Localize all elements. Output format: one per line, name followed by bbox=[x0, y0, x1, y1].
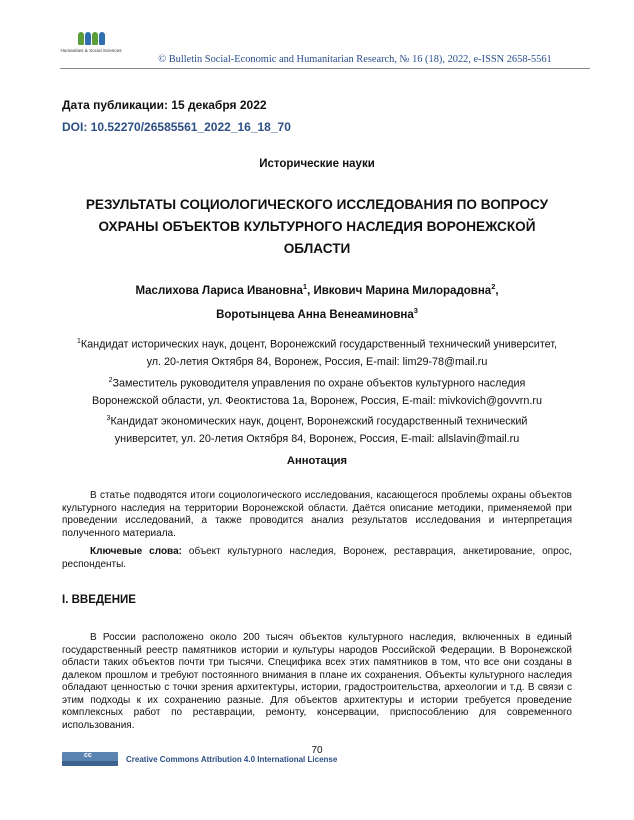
author-name: Ивкович Марина Милорадовна bbox=[313, 284, 492, 297]
keywords-label: Ключевые слова: bbox=[90, 546, 182, 557]
cc-badge-text: cc bbox=[84, 752, 92, 759]
affil-line: Кандидат экономических наук, доцент, Воронежский государственный технический bbox=[110, 415, 528, 428]
intro-heading: I. ВВЕДЕНИЕ bbox=[62, 594, 136, 606]
affil-line: Воронежской области, ул. Феоктистова 1а, Воронеж, Россия, E-mail: mivkovich@govvrn.ru bbox=[92, 394, 542, 407]
section-heading: Исторические науки bbox=[259, 158, 375, 170]
intro-paragraph: В России расположено около 200 тысяч объектов культурного наследия, включенных в единый государственный реестр памятников истории и культуры народов Российской Федерации. В Воронежской области таких объектов почти три тысячи. Специфика всех этих памятников в том, что все они созданы в далеком прошлом и требуют постоянного внимания в плане их сохранения. Объекты культурного наследия обладают ценностью с точки зрения архитектуры, истории, градостроительства, археологии и т.д. В связи с этим подходы к их сохранению разные. Для объектов архитектуры и истории требуется проведение комплексных работ по реставрации, ремонту, консервации, приспособлению для современного использования. bbox=[62, 632, 572, 731]
affiliations bbox=[62, 333, 572, 449]
affil-line: Кандидат исторических наук, доцент, Воронежский государственный технический университет, bbox=[80, 338, 558, 351]
author-sup: 3 bbox=[413, 305, 418, 315]
affil-sup: 2 bbox=[108, 376, 113, 384]
article-title bbox=[62, 194, 572, 260]
cc-license-badge-icon[interactable] bbox=[62, 752, 118, 766]
affil-sup: 3 bbox=[106, 415, 111, 423]
license-link[interactable]: Creative Commons Attribution 4.0 International License bbox=[126, 755, 338, 764]
affil-sup: 1 bbox=[76, 338, 81, 345]
affil-line: университет, ул. 20-летия Октября 84, Воронеж, Россия, E-mail: allslavin@mail.ru bbox=[114, 433, 520, 446]
author-name: Маслихова Лариса Ивановна bbox=[135, 284, 303, 297]
header-divider bbox=[60, 68, 590, 69]
title-line: ОХРАНЫ ОБЪЕКТОВ КУЛЬТУРНОГО НАСЛЕДИЯ ВОРОНЕЖСКОЙ bbox=[98, 219, 536, 234]
author-name: Воротынцева Анна Венеаминовна bbox=[216, 308, 414, 321]
affil-line: ул. 20-летия Октября 84, Воронеж, Россия, E-mail: lim29-78@mail.ru bbox=[146, 356, 488, 369]
doi-link[interactable]: DOI: 10.52270/26585561_2022_16_18_70 bbox=[62, 120, 291, 134]
author-sup: 1 bbox=[302, 282, 308, 291]
annotation-heading: Аннотация bbox=[286, 455, 348, 467]
annotation-text: В статье подводятся итоги социологического исследования, касающегося проблемы охраны объектов культурного наследия на территории Воронежской области. Даётся описание методики, применяемой при проведении исследований, а также проводится анализ результатов исследования и интерпретация полученного материала. bbox=[62, 490, 572, 539]
logo-text: Humanities & Social Sciences bbox=[60, 48, 122, 53]
keywords bbox=[62, 546, 572, 571]
keywords-text: объект культурного наследия, Воронеж, реставрация, анкетирование, опрос, респонденты. bbox=[62, 546, 572, 570]
title-line: РЕЗУЛЬТАТЫ СОЦИОЛОГИЧЕСКОГО ИССЛЕДОВАНИЯ ПО ВОПРОСУ bbox=[85, 197, 549, 212]
publication-date: Дата публикации: 15 декабря 2022 bbox=[62, 98, 267, 112]
title-line: ОБЛАСТИ bbox=[283, 241, 351, 256]
page-number: 70 bbox=[311, 745, 323, 756]
author-list: Маслихова Лариса Ивановна$^1$, Ивкович Марина Милорадовна$^2$, Воротынцева Анна Венеаминовна$^3$ bbox=[135, 282, 499, 321]
journal-header: © Bulletin Social-Economic and Humanitarian Research, № 16 (18), 2022, e-ISSN 2658-5561 bbox=[158, 54, 552, 65]
affil-line: Заместитель руководителя управления по охране объектов культурного наследия bbox=[112, 377, 526, 390]
author-sup: 2 bbox=[491, 282, 496, 291]
journal-logo bbox=[60, 32, 122, 72]
